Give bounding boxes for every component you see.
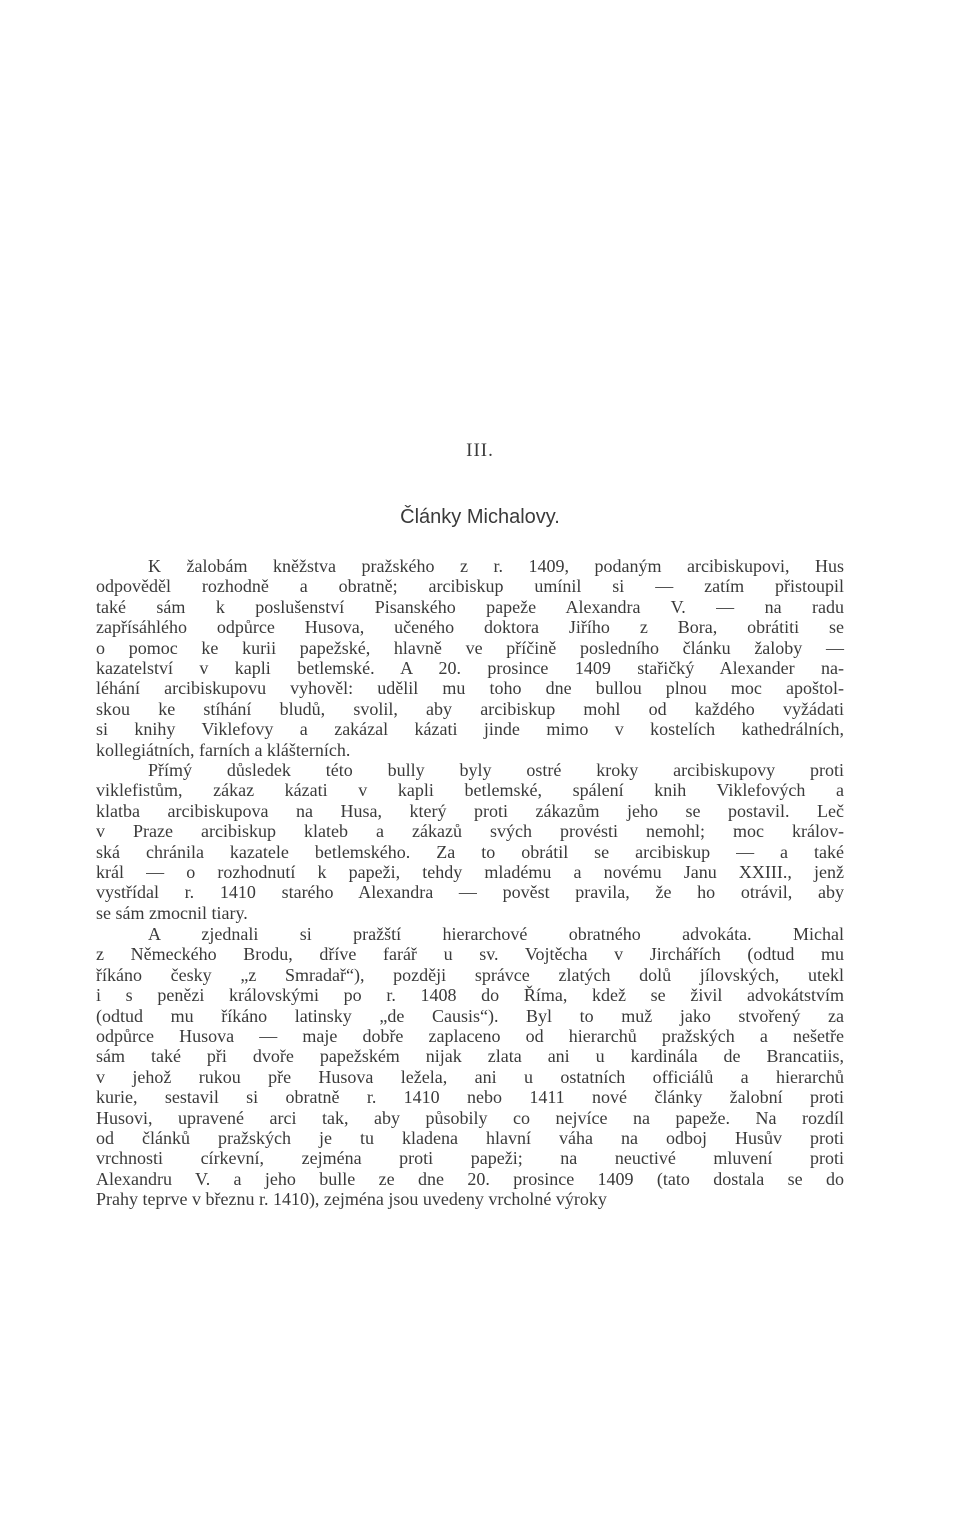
- text-line: viklefistům, zákaz kázati v kapli betlemské, spálení knih Viklefových a: [96, 780, 844, 801]
- text-line: vrchnosti církevní, zejména proti papeži; na neuctivé mluvení proti: [96, 1148, 844, 1169]
- text-line: i s penězi královskými po r. 1408 do Říma, kdež se živil advokátstvím: [96, 985, 844, 1006]
- text-line: klatba arcibiskupova na Husa, který proti zákazům jeho se postavil. Leč: [96, 800, 844, 821]
- text-line: zapřísáhlého odpůrce Husova, učeného doktora Jiřího z Bora, obrátiti se: [96, 617, 844, 638]
- text-line: v Praze arcibiskup klateb a zákazů svých provésti nemohl; moc králov-: [96, 821, 844, 842]
- text-line: kazatelství v kapli betlemské. A 20. prosince 1409 stařičký Alexander na-: [96, 657, 844, 678]
- text-line: Husovi, upravené arci tak, aby působily co nejvíce na papeže. Na rozdíl: [96, 1107, 844, 1128]
- text-line: kollegiátních, farních a klášterních.: [96, 739, 351, 760]
- text-line: se sám zmocnil tiary.: [96, 902, 248, 923]
- text-line: kurie, sestavil si obratně r. 1410 nebo 1411 nové články žalobní proti: [96, 1087, 844, 1108]
- chapter-number: III.: [466, 440, 494, 461]
- text-line: Přímý důsledek této bully byly ostré kroky arcibiskupovy proti: [148, 760, 844, 780]
- paragraph-2: [96, 760, 844, 923]
- text-line: o pomoc ke kurii papežské, hlavně ve příčině posledního článku žaloby —: [96, 637, 844, 658]
- paragraph-1: [96, 556, 844, 760]
- text-line: říkáno česky „z Smradař“), později správce zlatých dolů jílovských, utekl: [96, 964, 844, 985]
- text-line: také sám k poslušenství Pisanského papeže Alexandra V. — na radu: [96, 596, 844, 617]
- text-line: skou ke stíhání bludů, svolil, aby arcibiskup mohl od každého vyžádati: [96, 698, 844, 719]
- text-line: v jehož rukou pře Husova ležela, ani u ostatních officiálů a hierarchů: [96, 1066, 844, 1087]
- text-line: vystřídal r. 1410 starého Alexandra — pověst pravila, že ho otrávil, aby: [96, 882, 844, 903]
- text-line: král — o rozhodnutí k papeži, tehdy mladému a novému Janu XXIII., jenž: [96, 861, 844, 882]
- text-line: si knihy Viklefovy a zakázal kázati jinde mimo v kostelích kathedrálních,: [96, 719, 844, 740]
- text-line: z Německého Brodu, dříve farář u sv. Vojtěcha v Jirchářích (odtud mu: [96, 944, 844, 965]
- text-line: ská chránila kazatele betlemského. Za to obrátil se arcibiskup — a také: [96, 841, 844, 862]
- text-line: odpůrce Husova — maje dobře zaplaceno od hierarchů pražských a nešetře: [96, 1025, 844, 1046]
- text-line: Alexandru V. a jeho bulle ze dne 20. prosince 1409 (tato dostala se do: [96, 1168, 844, 1189]
- text-line: sám také při dvoře papežském nijak zlata ani u kardinála de Brancatiis,: [96, 1046, 844, 1067]
- text-line: (odtud mu říkáno latinsky „de Causis“). Byl to muž jako stvořený za: [96, 1005, 844, 1026]
- text-line: od článků pražských je tu kladena hlavní váha na odboj Husův proti: [96, 1127, 844, 1148]
- text-line: léhání arcibiskupovu vyhověl: udělil mu toho dne bullou plnou moc apoštol-: [96, 678, 844, 699]
- text-line: A zjednali si pražští hierarchové obratného advokáta. Michal: [148, 924, 844, 944]
- text-line: Prahy teprve v březnu r. 1410), zejména jsou uvedeny vrcholné výroky: [96, 1189, 607, 1210]
- text-line: odpověděl rozhodně a obratně; arcibiskup umínil si — zatím přistoupil: [96, 576, 844, 597]
- text-line: K žalobám kněžstva pražského z r. 1409, podaným arcibiskupovi, Hus: [148, 556, 844, 576]
- paragraph-3: [96, 924, 844, 1209]
- chapter-title: Články Michalovy.: [400, 506, 560, 528]
